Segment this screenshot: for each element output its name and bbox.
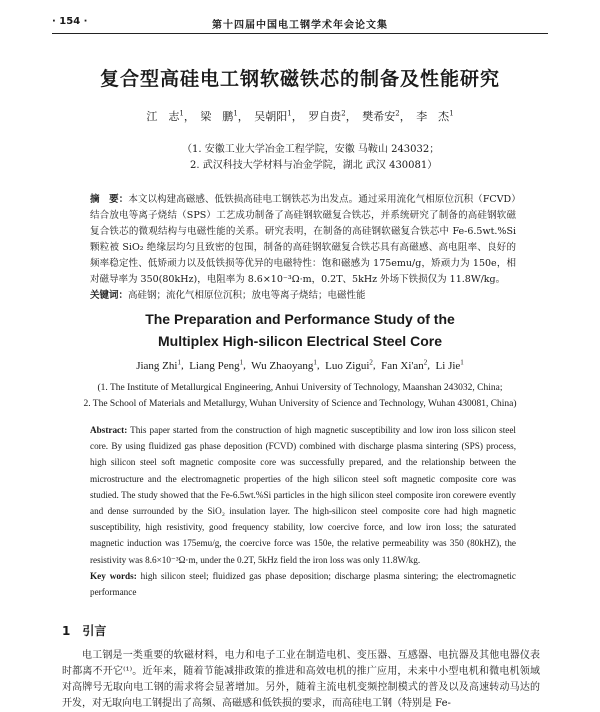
affiliation-line: 2. 武汉科技大学材料与冶金学院，湖北 武汉 430081） — [190, 160, 438, 171]
english-affiliations — [26, 380, 574, 412]
english-abstract — [90, 422, 516, 600]
author: 吴朝阳$^1$ — [254, 109, 292, 123]
abstract-text: This paper started from the construction of high magnetic susceptibility and low iron loss silicon steel core. By using fluidized gas phase deposition (FCVD) combined with discharge plasma sintering (SPS) process, high silicon steel soft magnetic composite core was successfully prepared, and the relationship between the microstructure and the electromagnetic properties of the high silicon steel soft magnetic composite core was studied. The study showed that the Fe-6.5wt.%Si particles in the high silicon steel composite iron corewere evently and dense surrounded by the SiO₂ insulation layer. The high-silicon steel composite core had high magnetic susceptibility, high resistivity, good frequency stability, low coercive force, and low iron loss; the saturated magnetic induction was 175emu/g, the coercive force was 150e, the relative permeability was 350 (80kHZ), the resistivity was 8.6×10⁻³Ω·m, under the 0.2T, 5kHz field the iron loss was only 11.8W/kg. — [90, 425, 516, 565]
journal-title: 第十四届中国电工钢学术年会论文集 — [212, 20, 388, 31]
chinese-abstract — [90, 192, 516, 304]
chinese-title: 复合型高硅电工钢软磁铁芯的制备及性能研究 — [99, 68, 500, 90]
english-title-line-2: Multiplex High-silicon Electrical Steel Core — [158, 333, 442, 349]
author: Jiang Zhi$^1$ — [136, 358, 181, 372]
english-authors: Jiang Zhi$^1$, Liang Peng$^1$, Wu Zhaoyang$^1$, Luo Zigui$^2$, Fan $Xi'an^2$, Li Jie$^1$ — [136, 358, 464, 372]
english-title — [0, 308, 600, 352]
affiliation-line: 2. The School of Materials and Metallurgy, Wuhan University of Science and Technology, Wuhan 430081, China) — [83, 399, 517, 409]
keywords-label: Key words: — [90, 570, 137, 581]
keywords-label: 关键词： — [90, 290, 129, 301]
chinese-affiliations — [182, 142, 439, 174]
header-rule — [52, 33, 548, 34]
author: 李 杰$^1$ — [416, 109, 454, 123]
affiliation-line: (1. The Institute of Metallurgical Engineering, Anhui University of Technology, Maanshan 243032, China; — [97, 383, 503, 393]
keywords-text: 高硅钢；流化气相原位沉积；放电等离子烧结；电磁性能 — [128, 290, 366, 301]
running-header — [52, 16, 548, 30]
author: 樊希安$^2$ — [362, 109, 400, 123]
author: 罗自贵$^2$ — [308, 109, 346, 123]
chinese-authors: 江 志$^1$， 梁 鹏$^1$， 吴朝阳$^1$， 罗自贵$^2$， 樊希安$^2$， 李 杰$^1$ — [146, 109, 454, 123]
author: Wu Zhaoyang$^1$ — [251, 358, 317, 372]
abstract-text: 本文以构建高磁感、低铁损高硅电工钢铁芯为出发点。通过采用流化气相原位沉积（FCVD）结合放电等离子烧结（SPS）工艺成功制备了高硅钢软磁复合铁芯，并系统研究了制备的高硅钢软磁复合铁芯的微观结构与电磁性能的关系。研究表明，在制备的高硅钢软磁复合铁芯中 Fe-6.5wt.%Si 颗粒被 SiO₂ 绝缘层均匀且致密的包围，制备的高硅钢软磁复合铁芯具有高磁感、高电阻率、良好的频率稳定性、低矫顽力以及低铁损等优异的电磁特性：饱和磁感为 175emu/g，矫顽力为 150e，相对磁导率为 350(80kHz)，电阻率为 8.6×10⁻³Ω·m，0.2T、5kHz 外场下铁损仅为 11.8W/kg。 — [90, 194, 516, 285]
author: 梁 鹏$^1$ — [200, 109, 238, 123]
affiliation-line: （1. 安徽工业大学冶金工程学院，安徽 马鞍山 243032； — [182, 144, 440, 155]
abstract-label: Abstract: — [90, 425, 128, 435]
page-number: · 154 · — [52, 16, 88, 27]
author: Fan $Xi'an^2$ — [381, 358, 428, 372]
section-heading: 1 引言 — [62, 624, 107, 638]
english-title-line-1: The Preparation and Performance Study of the — [145, 311, 455, 327]
author: Luo Zigui$^2$ — [325, 358, 373, 372]
author: Li Jie$^1$ — [435, 358, 464, 372]
author: Liang Peng$^1$ — [189, 358, 244, 372]
intro-paragraph: 电工钢是一类重要的软磁材料，电力和电子工业在制造电机、变压器、互感器、电抗器及其他电器仪表时都离不开它⁽¹⁾。近年来，随着节能减排政策的推进和高效电机的推广应用，未来中小型电机和微电机领域对高牌号无取向电工钢的需求将会显著增加。另外，随着主流电机变频控制模式的普及以及高速转动马达的开发，对无取向电工钢提出了高频、高磁感和低铁损的要求，而高硅电工钢（特别是 Fe- — [62, 650, 540, 709]
author: 江 志$^1$ — [146, 109, 184, 123]
abstract-label: 摘 要： — [90, 194, 129, 205]
keywords-text: high silicon steel; fluidized gas phase deposition; discharge plasma sintering; the electromagnetic performance — [90, 570, 517, 598]
